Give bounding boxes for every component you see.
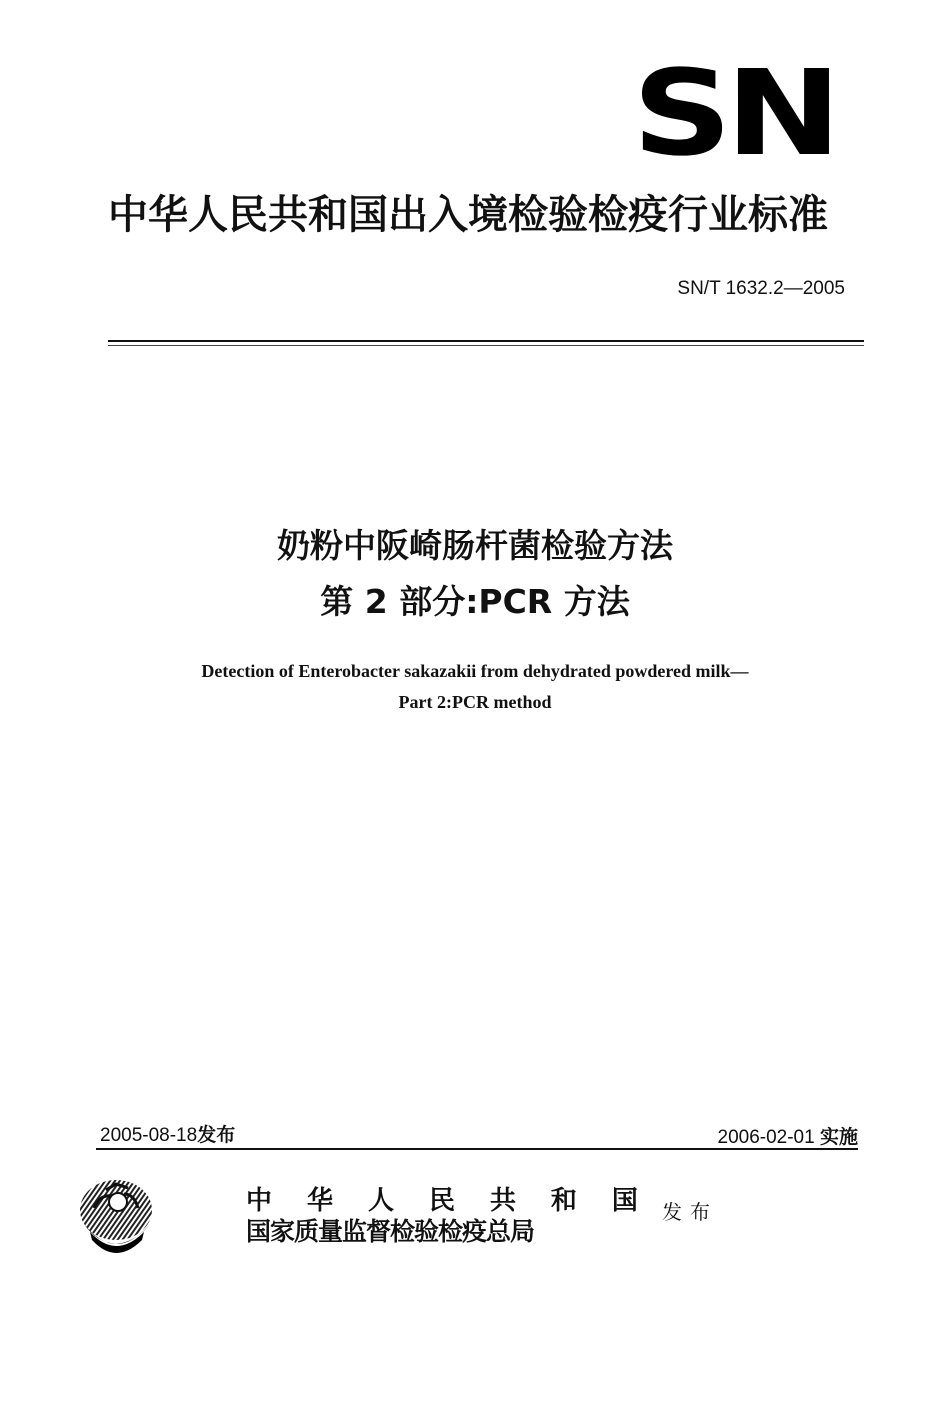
- header-rule: [108, 340, 864, 342]
- header-rule-thin: [108, 345, 864, 346]
- implement-date-block: [718, 1124, 859, 1151]
- issuer-char: 共: [489, 1186, 516, 1216]
- issue-date: 2005-08-18: [100, 1125, 198, 1146]
- issuer-char: 华: [306, 1186, 333, 1216]
- title-en-line1: Detection of Enterobacter sakazakii from dehydrated powdered milk—: [201, 661, 749, 681]
- issuer-action: 发布: [662, 1200, 718, 1224]
- title-cn-line2: 第 2 部分:PCR 方法: [320, 582, 630, 621]
- issuer-char: 和: [550, 1186, 577, 1216]
- sn-logo: SN: [632, 44, 835, 182]
- ministry-title: 中华人民共和国出入境检验检疫行业标准: [108, 192, 828, 238]
- implement-label: 实施: [819, 1126, 858, 1148]
- issuer-line2: 国家质量监督检验检疫总局: [246, 1217, 535, 1246]
- national-emblem-icon: [76, 1172, 156, 1262]
- issuer-char: 中: [246, 1186, 273, 1216]
- title-cn-line1: 奶粉中阪崎肠杆菌检验方法: [277, 526, 673, 565]
- issue-date-block: [100, 1122, 235, 1149]
- issuer-line1: [246, 1186, 638, 1216]
- standard-number: SN/T 1632.2—2005: [677, 278, 845, 299]
- issuer-block: [246, 1186, 646, 1248]
- issuer-char: 国: [611, 1186, 638, 1216]
- issuer-char: 民: [428, 1186, 455, 1216]
- issue-label: 发布: [197, 1124, 236, 1146]
- implement-date: 2006-02-01: [717, 1127, 815, 1148]
- title-en-line2: Part 2:PCR method: [398, 692, 552, 712]
- issuer-char: 人: [367, 1186, 394, 1216]
- footer-rule: [96, 1148, 858, 1150]
